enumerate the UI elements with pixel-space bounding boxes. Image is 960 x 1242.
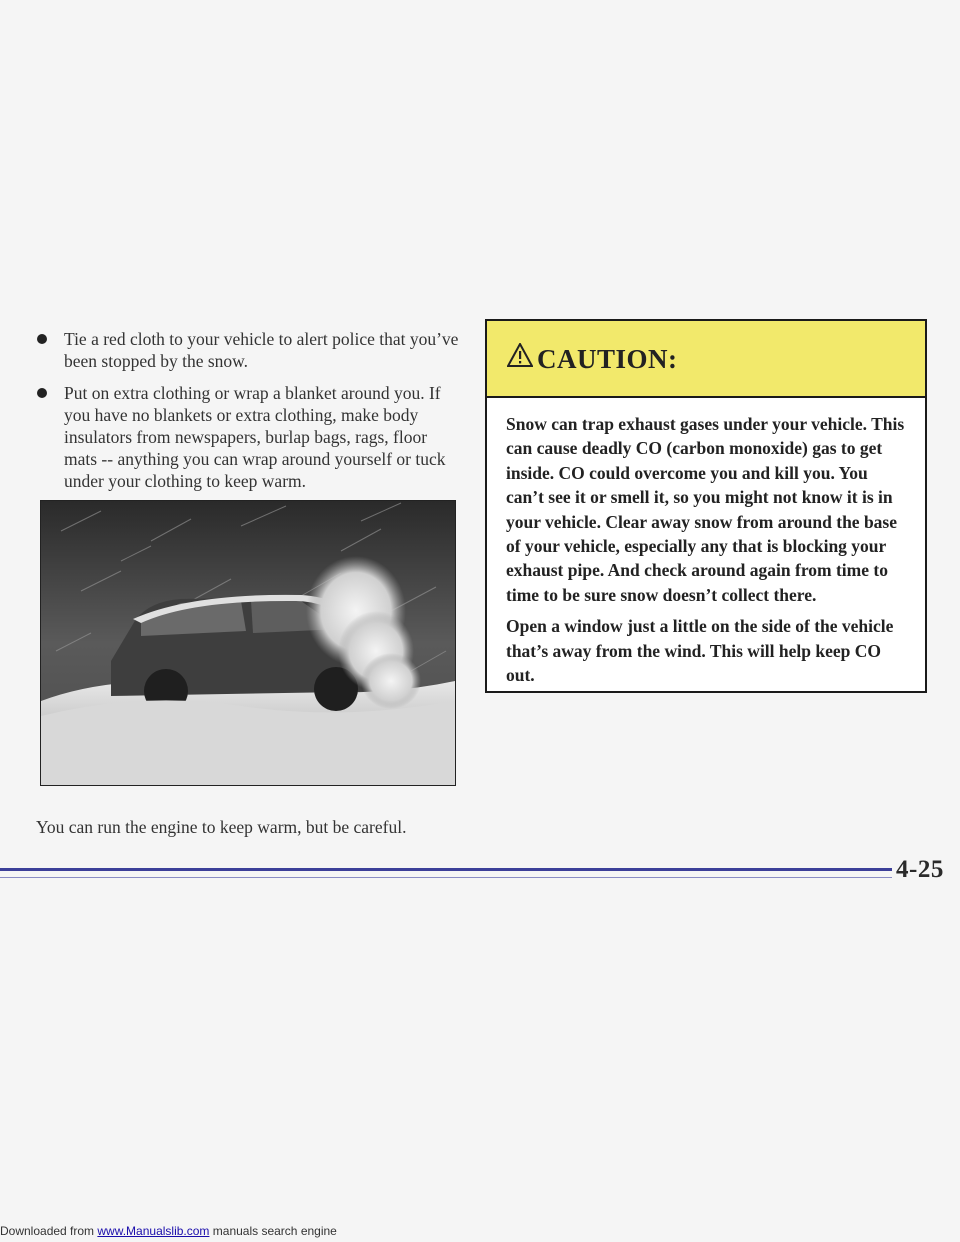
page-number: 4-25 — [896, 856, 944, 883]
bullet-dot-icon — [37, 388, 47, 398]
footer-link[interactable]: www.Manualslib.com — [97, 1224, 210, 1238]
caution-header — [487, 321, 925, 398]
footer-suffix: manuals search engine — [209, 1224, 337, 1238]
caution-paragraph: Snow can trap exhaust gases under your vehicle. This can cause deadly CO (carbon monoxide) gas to get inside. CO could overcome you and kill you. You can’t see it or smell it, so you might not know it is in your vehicle. Clear away snow from around the base of your vehicle, especially any that is blocking your exhaust pipe. And check around again from time to time to be sure snow doesn’t collect there. — [506, 414, 905, 605]
bullet-item — [34, 328, 464, 372]
bullet-item — [34, 382, 464, 492]
page-rule — [0, 868, 892, 871]
bullet-text: Put on extra clothing or wrap a blanket around you. If you have no blankets or extra clothing, make body insulators from newspapers, burlap bags, rags, floor mats -- anything you can wrap around yourself or tuck under your clothing to keep warm. — [64, 383, 446, 491]
footer-prefix: Downloaded from — [0, 1224, 98, 1238]
footer-credit — [0, 1224, 337, 1238]
caution-box — [485, 319, 927, 693]
caution-title: CAUTION: — [537, 344, 678, 374]
bottom-paragraph: You can run the engine to keep warm, but be careful. — [36, 817, 407, 837]
bullet-list — [34, 328, 464, 502]
bullet-text: Tie a red cloth to your vehicle to alert police that you’ve been stopped by the snow. — [64, 329, 459, 371]
warning-triangle-icon — [507, 343, 533, 367]
caution-paragraph: Open a window just a little on the side of the vehicle that’s away from the wind. This will help keep CO out. — [506, 616, 894, 686]
page-rule-thin — [0, 877, 892, 878]
caution-body — [487, 398, 925, 687]
bullet-dot-icon — [37, 334, 47, 344]
snowbound-car-photo — [40, 500, 456, 786]
